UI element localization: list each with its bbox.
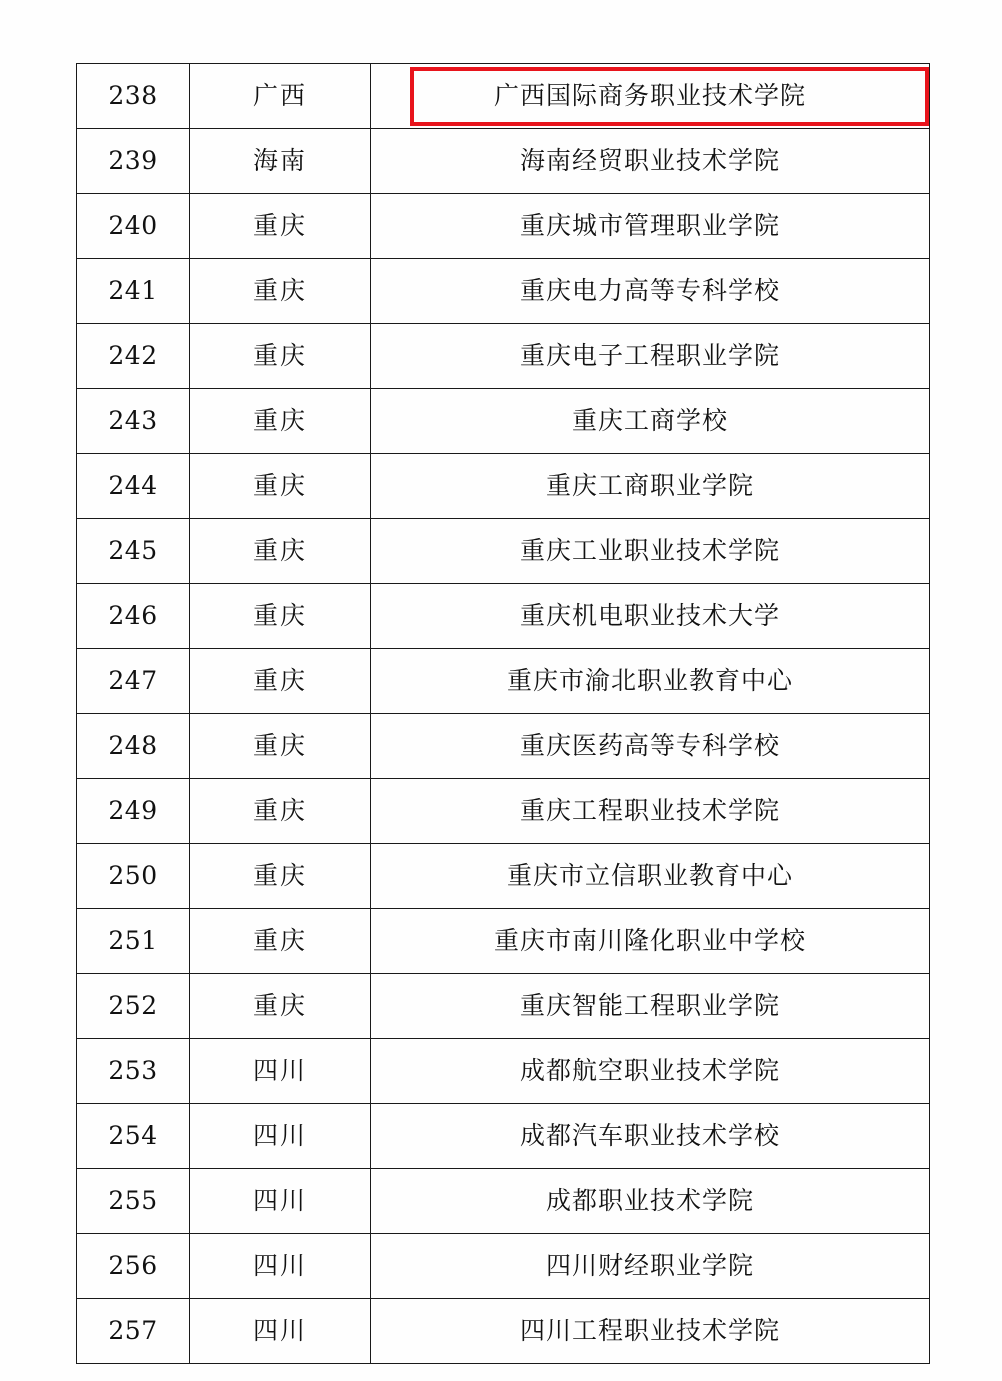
row-province-cell: 重庆 xyxy=(190,909,371,974)
row-index-cell: 256 xyxy=(77,1234,190,1299)
row-province-cell: 重庆 xyxy=(190,779,371,844)
school-name-text: 重庆机电职业技术大学 xyxy=(519,601,780,631)
row-index-cell: 252 xyxy=(77,974,190,1039)
row-index-cell: 251 xyxy=(77,909,190,974)
row-province-cell: 重庆 xyxy=(190,649,371,714)
row-index-cell: 238 xyxy=(77,64,190,129)
row-index-cell: 255 xyxy=(77,1169,190,1234)
row-province-cell: 重庆 xyxy=(190,389,371,454)
table-row xyxy=(77,779,930,844)
school-name-text: 成都汽车职业技术学校 xyxy=(519,1121,780,1151)
row-province-cell: 四川 xyxy=(190,1169,371,1234)
row-school-cell xyxy=(371,1299,930,1364)
row-index-cell: 239 xyxy=(77,129,190,194)
table-row xyxy=(77,519,930,584)
row-school-cell xyxy=(371,519,930,584)
row-school-cell xyxy=(371,649,930,714)
table-row xyxy=(77,714,930,779)
table-body xyxy=(77,64,930,1364)
school-list-table xyxy=(76,63,930,1364)
table-row xyxy=(77,909,930,974)
row-province-cell: 四川 xyxy=(190,1104,371,1169)
row-school-cell xyxy=(371,1104,930,1169)
row-school-cell xyxy=(371,64,930,129)
row-province-cell: 重庆 xyxy=(190,519,371,584)
row-province-cell: 重庆 xyxy=(190,194,371,259)
row-province-cell: 重庆 xyxy=(190,844,371,909)
row-province-cell: 广西 xyxy=(190,64,371,129)
school-name-text: 重庆市立信职业教育中心 xyxy=(506,861,793,891)
school-name-text: 四川财经职业学院 xyxy=(545,1251,754,1281)
row-province-cell: 重庆 xyxy=(190,454,371,519)
school-list-table-wrapper xyxy=(76,63,926,1364)
row-province-cell: 重庆 xyxy=(190,259,371,324)
school-name-text: 广西国际商务职业技术学院 xyxy=(493,81,806,111)
row-index-cell: 254 xyxy=(77,1104,190,1169)
school-name-text: 重庆工商职业学院 xyxy=(545,471,754,501)
table-row xyxy=(77,1234,930,1299)
row-index-cell: 242 xyxy=(77,324,190,389)
row-school-cell xyxy=(371,1234,930,1299)
row-index-cell: 246 xyxy=(77,584,190,649)
row-school-cell xyxy=(371,909,930,974)
school-name-text: 成都航空职业技术学院 xyxy=(519,1056,780,1086)
row-school-cell xyxy=(371,584,930,649)
row-school-cell xyxy=(371,844,930,909)
school-name-text: 海南经贸职业技术学院 xyxy=(519,146,780,176)
table-row xyxy=(77,194,930,259)
row-index-cell: 247 xyxy=(77,649,190,714)
row-school-cell xyxy=(371,1169,930,1234)
school-name-text: 重庆电子工程职业学院 xyxy=(519,341,780,371)
table-row xyxy=(77,129,930,194)
row-index-cell: 250 xyxy=(77,844,190,909)
table-row xyxy=(77,1169,930,1234)
school-name-text: 重庆市渝北职业教育中心 xyxy=(506,666,793,696)
row-province-cell: 四川 xyxy=(190,1299,371,1364)
school-name-text: 成都职业技术学院 xyxy=(545,1186,754,1216)
table-row xyxy=(77,584,930,649)
row-province-cell: 四川 xyxy=(190,1039,371,1104)
row-school-cell xyxy=(371,454,930,519)
row-index-cell: 243 xyxy=(77,389,190,454)
row-province-cell: 重庆 xyxy=(190,714,371,779)
school-name-text: 重庆电力高等专科学校 xyxy=(519,276,780,306)
school-name-text: 重庆工程职业技术学院 xyxy=(519,796,780,826)
row-index-cell: 257 xyxy=(77,1299,190,1364)
row-index-cell: 240 xyxy=(77,194,190,259)
row-index-cell: 253 xyxy=(77,1039,190,1104)
row-province-cell: 重庆 xyxy=(190,584,371,649)
school-name-text: 重庆医药高等专科学校 xyxy=(519,731,780,761)
table-row xyxy=(77,259,930,324)
row-school-cell xyxy=(371,779,930,844)
row-province-cell: 海南 xyxy=(190,129,371,194)
school-name-text: 重庆工商学校 xyxy=(571,406,728,436)
table-row xyxy=(77,1039,930,1104)
school-name-text: 重庆城市管理职业学院 xyxy=(519,211,780,241)
row-school-cell xyxy=(371,974,930,1039)
table-row xyxy=(77,649,930,714)
table-row xyxy=(77,324,930,389)
school-name-text: 四川工程职业技术学院 xyxy=(519,1316,780,1346)
table-row xyxy=(77,1104,930,1169)
row-school-cell xyxy=(371,324,930,389)
table-row xyxy=(77,1299,930,1364)
row-index-cell: 249 xyxy=(77,779,190,844)
row-school-cell xyxy=(371,1039,930,1104)
row-index-cell: 241 xyxy=(77,259,190,324)
table-row xyxy=(77,974,930,1039)
row-school-cell xyxy=(371,259,930,324)
row-school-cell xyxy=(371,129,930,194)
row-index-cell: 248 xyxy=(77,714,190,779)
table-row xyxy=(77,64,930,129)
table-row xyxy=(77,454,930,519)
row-school-cell xyxy=(371,194,930,259)
table-row xyxy=(77,389,930,454)
school-name-text: 重庆工业职业技术学院 xyxy=(519,536,780,566)
row-province-cell: 重庆 xyxy=(190,324,371,389)
row-province-cell: 重庆 xyxy=(190,974,371,1039)
table-row xyxy=(77,844,930,909)
school-name-text: 重庆市南川隆化职业中学校 xyxy=(493,926,806,956)
row-school-cell xyxy=(371,389,930,454)
school-name-text: 重庆智能工程职业学院 xyxy=(519,991,780,1021)
row-school-cell xyxy=(371,714,930,779)
row-index-cell: 244 xyxy=(77,454,190,519)
row-index-cell: 245 xyxy=(77,519,190,584)
row-province-cell: 四川 xyxy=(190,1234,371,1299)
